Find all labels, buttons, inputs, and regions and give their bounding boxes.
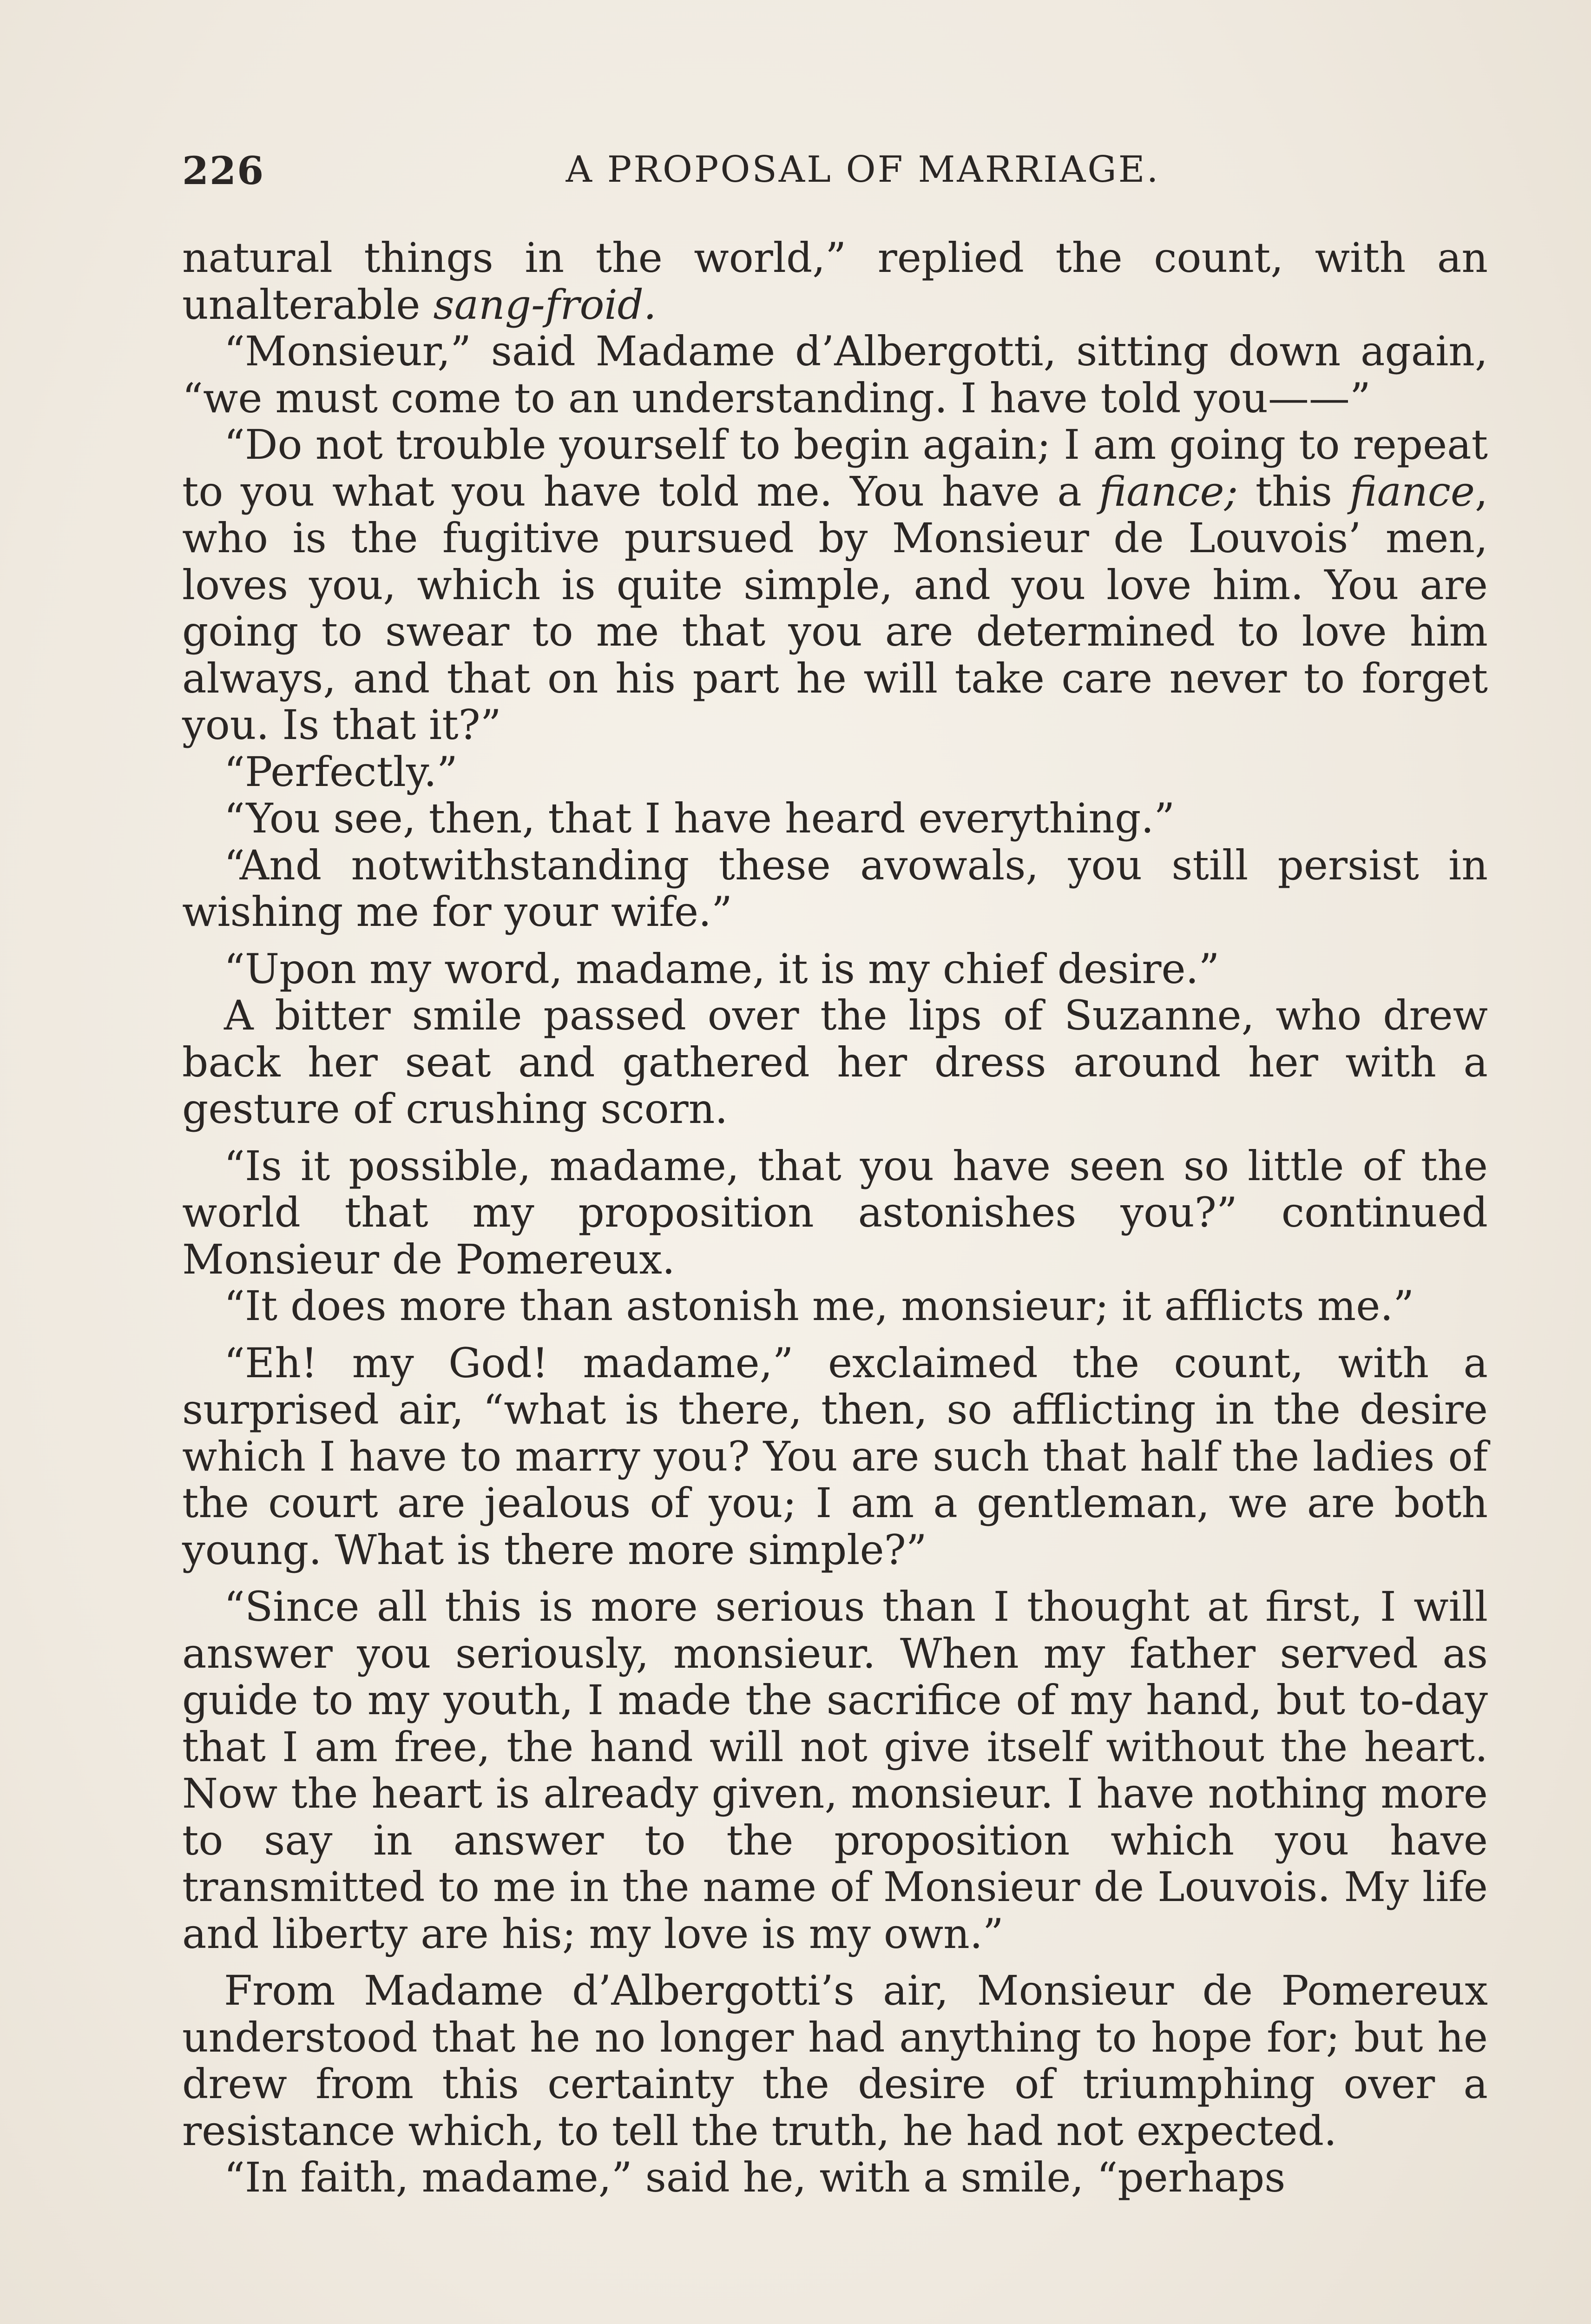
paragraph: “Upon my word, madame, it is my chief desire.”: [224, 944, 1220, 993]
running-head: A PROPOSAL OF MARRIAGE.: [565, 149, 1160, 191]
page-number: 226: [182, 149, 265, 193]
paragraph: “In faith, madame,” said he, with a smile, “perhaps: [224, 2153, 1286, 2201]
paragraph: “And notwithstanding these avowals, you still persist in wishing me for your wife.”: [182, 841, 1488, 936]
paragraph: “It does more than astonish me, monsieur; it afflicts me.”: [224, 1282, 1414, 1330]
paragraph: A bitter smile passed over the lips of Suzanne, who drew back her seat and gathered her dress around her with a gesture of crushing scorn.: [182, 991, 1488, 1133]
body-text: [182, 235, 1488, 2201]
paragraph: “Is it possible, madame, that you have seen so little of the world that my proposition astonishes you?” continued Monsieur de Pomereux.: [182, 1142, 1488, 1283]
paragraph: “You see, then, that I have heard everything.”: [224, 794, 1175, 842]
paragraph: “Do not trouble yourself to begin again; I am going to repeat to you what you have told me. You have a fiance; this fiance, who is the fugitive pursued by Monsieur de Louvois’ men, loves you, which is quite simple, and you love him. You are going to swear to me that you are determined to love him always, and that on his part he will take care never to forget you. Is that it?”: [182, 421, 1488, 749]
paragraph: “Since all this is more serious than I thought at first, I will answer you seriously, monsieur. When my father served as guide to my youth, I made the sacrifice of my hand, but to-day that I am free, the hand will not give itself without the heart. Now the heart is already given, monsieur. I have nothing more to say in answer to the proposition which you have transmitted to me in the name of Monsieur de Louvois. My life and liberty are his; my love is my own.”: [182, 1583, 1488, 1958]
paragraph: “Eh! my God! madame,” exclaimed the count, with a surprised air, “what is there, then, so afflicting in the desire which I have to marry you? You are such that half the ladies of the court are jealous of you; I am a gentleman, we are both young. What is there more simple?”: [182, 1339, 1488, 1574]
page-header: [182, 149, 1488, 200]
paragraph: “Perfectly.”: [224, 747, 458, 796]
paragraph: From Madame d’Albergotti’s air, Monsieur de Pomereux understood that he no longer had anything to hope for; but he drew from this certainty the desire of triumphing over a resistance which, to tell the truth, he had not expected.: [182, 1967, 1488, 2155]
paragraph: “Monsieur,” said Madame d’Albergotti, sitting down again, “we must come to an understanding. I have told you——”: [182, 327, 1488, 422]
paragraph: natural things in the world,” replied the count, with an unalterable sang-froid.: [182, 234, 1488, 329]
